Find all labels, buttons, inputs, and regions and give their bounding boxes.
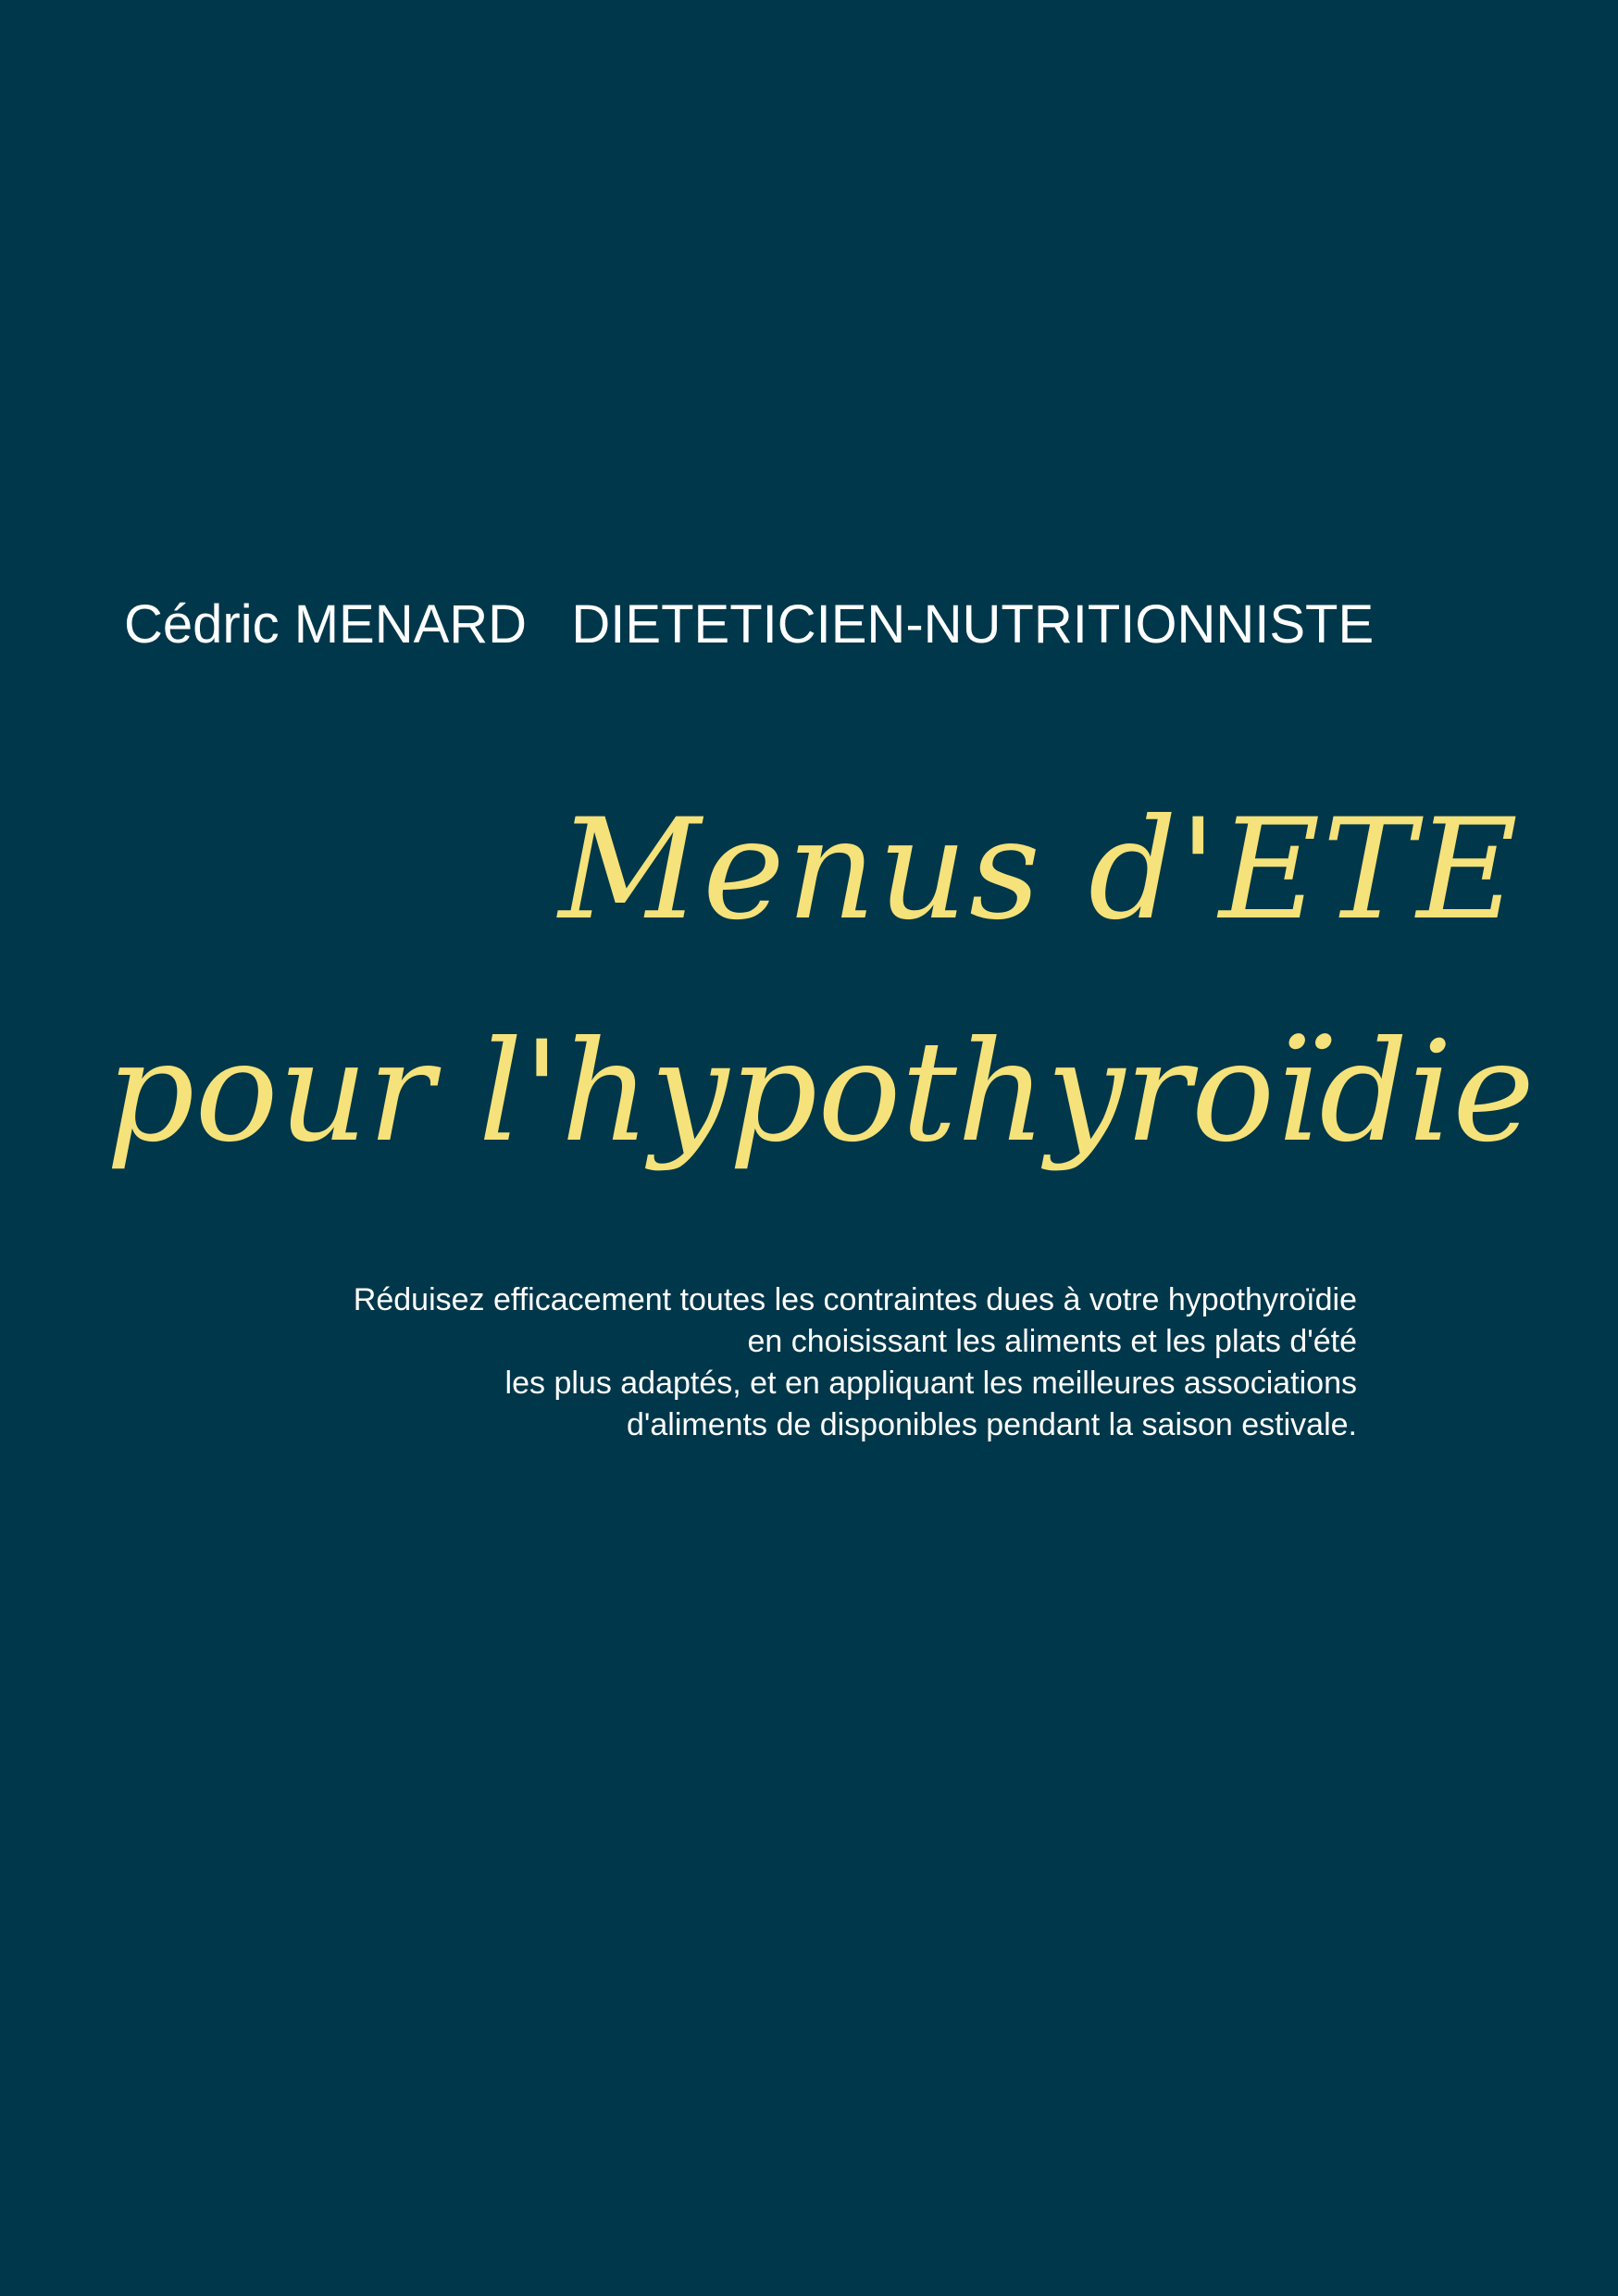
- author-line: Cédric MENARD DIETETICIEN-NUTRITIONNISTE: [124, 594, 1375, 655]
- subtitle-line-3: les plus adaptés, et en appliquant les meilleures associations: [504, 1366, 1357, 1401]
- subtitle-line-4: d'aliments de disponibles pendant la saison estivale.: [627, 1407, 1357, 1442]
- subtitle-line-1: Réduisez efficacement toutes les contraintes dues à votre hypothyroïdie: [353, 1282, 1357, 1317]
- title-line-2: pour l'hypothyroïdie: [106, 1012, 1535, 1173]
- title-line-1: Menus d'ETE: [558, 790, 1520, 951]
- subtitle-block: [154, 1279, 1357, 1446]
- subtitle-line-2: en choisissant les aliments et les plats d'été: [747, 1324, 1357, 1359]
